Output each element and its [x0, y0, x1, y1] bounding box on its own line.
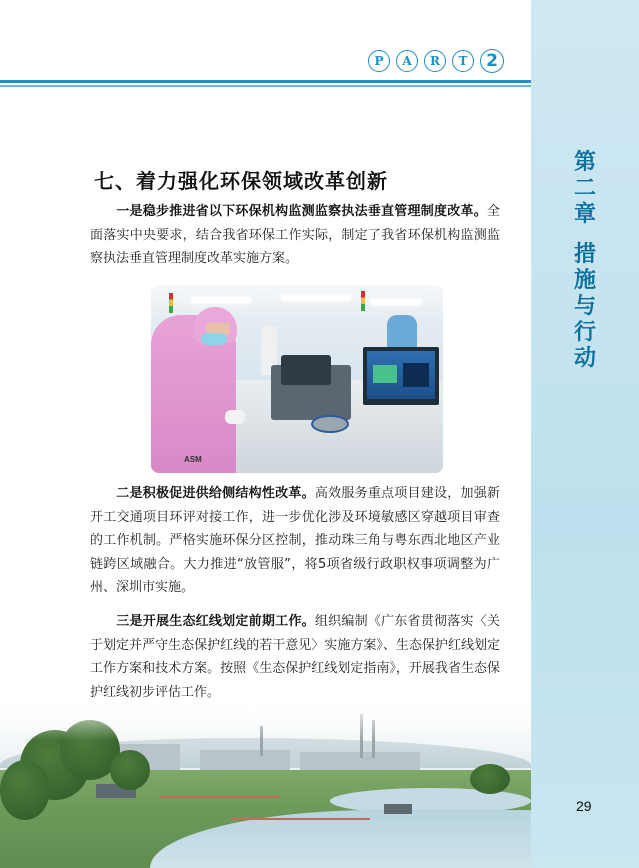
- ceiling-light: [371, 299, 421, 305]
- title-char: 措: [573, 242, 596, 267]
- ceiling-light: [281, 295, 351, 301]
- paragraph-lead: 一是稳步推进省以下环保机构监测监察执法垂直管理制度改革。: [116, 204, 487, 219]
- chapter-char: 章: [573, 202, 596, 227]
- screen-panel: [373, 365, 397, 383]
- tree: [0, 760, 50, 820]
- paragraph: [90, 610, 500, 704]
- machine-brand-label: ASM: [184, 455, 202, 464]
- header-rule: [0, 80, 531, 83]
- landscape-image: [0, 700, 531, 868]
- chapter-char: 二: [573, 176, 596, 201]
- tree: [110, 750, 150, 790]
- factory-photo: [151, 285, 443, 473]
- section-heading: 七、着力强化环保领域改革创新: [94, 169, 388, 193]
- path-fence: [160, 796, 280, 798]
- part-letter: A: [396, 50, 418, 72]
- chapter-char: 第: [573, 150, 596, 175]
- part-badge: [368, 48, 504, 74]
- chapter-side-title: [562, 150, 608, 372]
- machine-mechanism: [281, 355, 331, 385]
- part-number: 2: [480, 49, 504, 73]
- part-letter: P: [368, 50, 390, 72]
- header-rule-thin: [0, 85, 531, 87]
- signal-light: [169, 293, 173, 313]
- paragraph-body: 高效服务重点项目建设，加强新开工交通项目环评对接工作，进一步优化涉及环境敏感区穿越项目审查的工作机制。严格实施环保分区控制，推动珠三角与粤东西北地区产业链跨区域融合。大力推进“放管服”，将5项省级行政职权事项调整为广州、深圳市实施。: [90, 486, 500, 596]
- paragraph: [90, 482, 500, 600]
- landscape-fade: [0, 700, 531, 740]
- ceiling-light: [191, 297, 251, 303]
- screen-panel: [403, 363, 429, 387]
- paragraph: [90, 200, 500, 271]
- background-worker: [387, 315, 417, 347]
- part-letter: R: [424, 50, 446, 72]
- part-letter: T: [452, 50, 474, 72]
- page-number: 29: [576, 798, 592, 814]
- paragraph-body: 组织编制《广东省贯彻落实〈关于划定并严守生态保护红线的若干意见〉实施方案》、生态保护红线划定工作方案和技术方案。按照《生态保护红线划定指南》，开展我省生态保护红线初步评估工作。: [90, 614, 500, 700]
- paragraph-lead: 二是积极促进供给侧结构性改革。: [116, 486, 315, 501]
- machine-dish: [311, 415, 349, 433]
- worker-mask: [201, 333, 227, 345]
- title-char: 动: [573, 346, 596, 371]
- paragraph-body: 全面落实中央要求，结合我省环保工作实际，制定了我省环保机构监测监察执法垂直管理制度改革实施方案。: [90, 204, 500, 267]
- title-char: 行: [573, 320, 596, 345]
- title-char: 施: [573, 268, 596, 293]
- paragraph-lead: 三是开展生态红线划定前期工作。: [116, 614, 315, 629]
- path-fence: [230, 818, 370, 820]
- worker-glove: [225, 410, 245, 424]
- city-buildings: [200, 750, 290, 772]
- title-char: 与: [573, 294, 596, 319]
- pavilion-roof: [384, 804, 412, 814]
- tree: [470, 764, 510, 794]
- signal-light: [361, 291, 365, 311]
- chapter-side-tab: [531, 0, 639, 868]
